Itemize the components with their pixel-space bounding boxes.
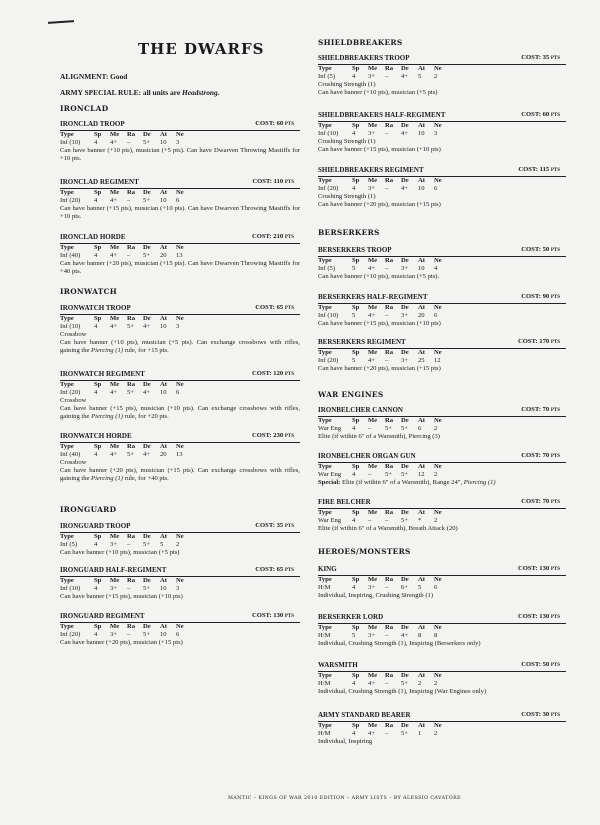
- unit-special: Crossbow: [60, 330, 87, 338]
- unit-header: [318, 338, 566, 349]
- army-special-rule: ARMY SPECIAL RULE: all units are Headstrong.: [60, 88, 220, 97]
- section-heading: IRONGUARD: [60, 505, 117, 514]
- alignment-line: ALIGNMENT: Good: [60, 72, 128, 81]
- unit-entry: [60, 432, 300, 484]
- stat-value-row: Inf (20) 4 3+ – 4+ 10 6: [318, 184, 438, 192]
- stat-value-row: Inf (20) 5 4+ – 3+ 25 12: [318, 356, 441, 364]
- unit-header: [318, 406, 566, 417]
- unit-header: [60, 233, 300, 244]
- unit-entry: [60, 233, 300, 276]
- scan-mark: [48, 20, 74, 24]
- unit-entry: [318, 613, 566, 648]
- unit-entry: [60, 566, 300, 601]
- unit-name: IRONGUARD REGIMENT: [60, 612, 145, 620]
- stat-header-row: Type Sp Me Ra De At Ne: [318, 64, 442, 72]
- section-heading: IRONCLAD: [60, 104, 109, 113]
- stat-header-row: Type Sp Me Ra De At Ne: [60, 380, 184, 388]
- stat-value-row: H/M 4 4+ – 5+ 2 2: [318, 679, 438, 687]
- unit-cost: COST: 60 PTS: [521, 111, 560, 118]
- unit-name: BERSERKER LORD: [318, 613, 384, 621]
- unit-header: [318, 111, 566, 122]
- unit-header: [318, 613, 566, 624]
- unit-entry: [318, 498, 566, 533]
- unit-cost: COST: 65 PTS: [255, 304, 294, 311]
- unit-cost: COST: 35 PTS: [255, 522, 294, 529]
- unit-cost: COST: 110 PTS: [252, 178, 294, 185]
- stat-header-row: Type Sp Me Ra De At Ne: [60, 532, 184, 540]
- unit-entry: [60, 612, 300, 647]
- unit-cost: COST: 60 PTS: [255, 120, 294, 127]
- unit-entry: [60, 304, 300, 356]
- unit-entry: [318, 452, 566, 487]
- stat-value-row: H/M 4 4+ – 5+ 1 2: [318, 729, 438, 737]
- unit-special: Can have banner (+10 pts), musician (+5 pts): [60, 548, 180, 556]
- unit-entry: [318, 246, 566, 281]
- section-heading: HEROES/MONSTERS: [318, 547, 411, 556]
- section-heading: SHIELDBREAKERS: [318, 38, 403, 47]
- page-footer: MANTIC – KINGS OF WAR 2010 EDITION – ARMY LISTS – BY ALESSIO CAVATORE: [228, 796, 462, 801]
- unit-name: IRONWATCH TROOP: [60, 304, 131, 312]
- unit-header: [318, 54, 566, 65]
- unit-cost: COST: 50 PTS: [521, 246, 560, 253]
- unit-entry: [60, 178, 300, 221]
- unit-name: ARMY STANDARD BEARER: [318, 711, 411, 719]
- unit-special: Can have banner (+15 pts), musician (+10 pts): [60, 592, 183, 600]
- unit-entry: [60, 522, 300, 557]
- stat-value-row: Inf (20) 4 4+ – 5+ 10 6: [60, 196, 180, 204]
- unit-special: Individual, Inspiring, Crushing Strength (1): [318, 591, 434, 599]
- unit-header: [60, 120, 300, 131]
- stat-header-row: Type Sp Me Ra De At Ne: [318, 623, 442, 631]
- unit-entry: [318, 338, 566, 373]
- unit-cost: COST: 70 PTS: [521, 406, 560, 413]
- stat-header-row: Type Sp Me Ra De At Ne: [318, 176, 442, 184]
- stat-value-row: Inf (20) 4 4+ 5+ 4+ 10 6: [60, 388, 180, 396]
- unit-entry: [318, 54, 566, 97]
- unit-cost: COST: 65 PTS: [255, 566, 294, 573]
- unit-name: KING: [318, 565, 337, 573]
- stat-value-row: H/M 5 3+ – 4+ 8 8: [318, 631, 438, 639]
- stat-header-row: Type Sp Me Ra De At Ne: [318, 348, 442, 356]
- stat-header-row: Type Sp Me Ra De At Ne: [60, 442, 184, 450]
- unit-name: IRONBELCHER CANNON: [318, 406, 403, 414]
- unit-special: Crushing Strength (1): [318, 137, 376, 145]
- stat-value-row: Inf (10) 4 4+ 5+ 4+ 10 3: [60, 322, 180, 330]
- unit-entry: [318, 565, 566, 600]
- unit-header: [318, 452, 566, 463]
- stat-header-row: Type Sp Me Ra De At Ne: [318, 671, 442, 679]
- stat-header-row: Type Sp Me Ra De At Ne: [318, 256, 442, 264]
- unit-note: Can have banner (+10 pts), musician (+5 pts). Can have Dwarven Throwing Mastiffs for +10 pts.: [60, 146, 300, 163]
- unit-entry: [60, 120, 300, 163]
- stat-value-row: Inf (5) 5 4+ – 3+ 10 4: [318, 264, 438, 272]
- stat-header-row: Type Sp Me Ra De At Ne: [318, 508, 442, 516]
- stat-value-row: Inf (20) 4 3+ – 5+ 10 6: [60, 630, 180, 638]
- unit-cost: COST: 170 PTS: [517, 338, 560, 345]
- stat-header-row: Type Sp Me Ra De At Ne: [60, 576, 184, 584]
- stat-header-row: Type Sp Me Ra De At Ne: [318, 721, 442, 729]
- unit-name: SHIELDBREAKERS TROOP: [318, 54, 410, 62]
- unit-cost: COST: 130 PTS: [251, 612, 294, 619]
- unit-cost: COST: 210 PTS: [251, 233, 294, 240]
- unit-header: [60, 178, 300, 189]
- unit-header: [318, 661, 566, 672]
- unit-special: Elite (if within 6" of a Warsmith), Piercing (3): [318, 432, 440, 440]
- stat-header-row: Type Sp Me Ra De At Ne: [60, 622, 184, 630]
- unit-note: Can have banner (+10 pts), musician (+5 pts). Can exchange crossbows with rifles, gaining the Piercing (1) rule, for +15 pts.: [60, 339, 300, 355]
- unit-cost: COST: 90 PTS: [521, 293, 560, 300]
- unit-cost: COST: 50 PTS: [521, 661, 560, 668]
- unit-special: Crushing Strength (1): [318, 192, 376, 200]
- stat-header-row: Type Sp Me Ra De At Ne: [318, 303, 442, 311]
- unit-entry: [60, 370, 300, 422]
- stat-value-row: War Eng 4 – 5+ 5+ 6 2: [318, 424, 438, 432]
- section-heading: WAR ENGINES: [318, 390, 384, 399]
- stat-header-row: Type Sp Me Ra De At Ne: [318, 575, 442, 583]
- unit-special: Elite (if within 6" of a Warsmith), Breath Attack (20): [318, 524, 458, 532]
- unit-special: Special: Elite (if within 6" of a Warsmith), Range 24", Piercing (1): [318, 478, 496, 486]
- page-title: THE DWARFS: [138, 40, 265, 58]
- unit-cost: COST: 115 PTS: [518, 166, 560, 173]
- unit-special: Can have banner (+15 pts), musician (+10 pts): [318, 319, 441, 327]
- unit-special: Individual, Crushing Strength (1), Inspiring (Berserkers only): [318, 639, 481, 647]
- stat-header-row: Type Sp Me Ra De At Ne: [60, 314, 184, 322]
- unit-header: [60, 370, 300, 381]
- unit-special: Individual, Crushing Strength (1), Inspiring (War Engines only): [318, 687, 487, 695]
- unit-header: [318, 498, 566, 509]
- unit-cost: COST: 120 PTS: [251, 370, 294, 377]
- unit-cost: COST: 230 PTS: [251, 432, 294, 439]
- unit-header: [318, 293, 566, 304]
- stat-value-row: Inf (5) 4 3+ – 5+ 5 2: [60, 540, 180, 548]
- unit-name: BERSERKERS REGIMENT: [318, 338, 406, 346]
- unit-name: IRONGUARD TROOP: [60, 522, 131, 530]
- unit-special: Individual, Inspiring: [318, 737, 373, 745]
- unit-entry: [318, 293, 566, 328]
- section-heading: IRONWATCH: [60, 287, 118, 296]
- unit-name: SHIELDBREAKERS HALF-REGIMENT: [318, 111, 446, 119]
- unit-header: [318, 711, 566, 722]
- unit-name: BERSERKERS HALF-REGIMENT: [318, 293, 428, 301]
- stat-header-row: Type Sp Me Ra De At Ne: [318, 462, 442, 470]
- unit-special: Can have banner (+10 pts), musician (+5 pts).: [318, 272, 440, 280]
- stat-value-row: Inf (40) 4 4+ – 5+ 20 13: [60, 251, 183, 259]
- unit-note: Can have banner (+15 pts), musician (+10 pts). Can exchange crossbows with rifles, gaining the Piercing (1) rule, for +20 pts.: [60, 405, 300, 421]
- unit-note: Can have banner (+15 pts), musician (+10 pts). Can have Dwarven Throwing Mastiffs for +10 pts.: [60, 204, 300, 221]
- unit-header: [318, 166, 566, 177]
- unit-special: Crossbow: [60, 458, 87, 466]
- unit-header: [60, 432, 300, 443]
- unit-cost: COST: 70 PTS: [521, 452, 560, 459]
- unit-entry: [318, 111, 566, 154]
- unit-name: WARSMITH: [318, 661, 358, 669]
- stat-value-row: Inf (40) 4 4+ 5+ 4+ 20 13: [60, 450, 183, 458]
- unit-header: [60, 612, 300, 623]
- stat-header-row: Type Sp Me Ra De At Ne: [318, 121, 442, 129]
- unit-note: Can have banner (+20 pts), musician (+15 pts): [318, 201, 441, 209]
- unit-name: IRONWATCH REGIMENT: [60, 370, 145, 378]
- stat-value-row: Inf (10) 4 3+ – 4+ 10 3: [318, 129, 438, 137]
- unit-entry: [318, 166, 566, 209]
- stat-header-row: Type Sp Me Ra De At Ne: [318, 416, 442, 424]
- unit-name: FIRE BELCHER: [318, 498, 371, 506]
- stat-value-row: Inf (10) 4 3+ – 5+ 10 3: [60, 584, 180, 592]
- unit-special: Crushing Strength (1): [318, 80, 376, 88]
- unit-header: [60, 566, 300, 577]
- unit-header: [318, 565, 566, 576]
- unit-entry: [318, 711, 566, 746]
- stat-value-row: Inf (5) 4 3+ – 4+ 5 2: [318, 72, 438, 80]
- unit-cost: COST: 70 PTS: [521, 498, 560, 505]
- stat-value-row: H/M 4 3+ – 6+ 5 6: [318, 583, 438, 591]
- unit-header: [318, 246, 566, 257]
- unit-note: Can have banner (+10 pts), musician (+5 pts): [318, 89, 438, 97]
- unit-header: [60, 304, 300, 315]
- unit-note: Can have banner (+20 pts), musician (+15 pts). Can exchange crossbows with rifles, gaining the Piercing (1) rule, for +40 pts.: [60, 467, 300, 483]
- stat-header-row: Type Sp Me Ra De At Ne: [60, 243, 184, 251]
- unit-name: IRONCLAD HORDE: [60, 233, 126, 241]
- stat-value-row: Inf (10) 4 4+ – 5+ 10 3: [60, 138, 180, 146]
- unit-cost: COST: 30 PTS: [521, 711, 560, 718]
- unit-special: Can have banner (+20 pts), musician (+15 pts): [318, 364, 441, 372]
- unit-header: [60, 522, 300, 533]
- stat-value-row: Inf (10) 5 4+ – 3+ 20 6: [318, 311, 438, 319]
- unit-name: IRONBELCHER ORGAN GUN: [318, 452, 416, 460]
- stat-value-row: War Eng 4 – 5+ 5+ 12 2: [318, 470, 438, 478]
- unit-note: Can have banner (+20 pts), musician (+15 pts). Can have Dwarven Throwing Mastiffs for +40 pts.: [60, 259, 300, 276]
- unit-cost: COST: 35 PTS: [521, 54, 560, 61]
- stat-header-row: Type Sp Me Ra De At Ne: [60, 188, 184, 196]
- unit-name: IRONCLAD REGIMENT: [60, 178, 139, 186]
- unit-entry: [318, 406, 566, 441]
- stat-header-row: Type Sp Me Ra De At Ne: [60, 130, 184, 138]
- unit-cost: COST: 130 PTS: [517, 613, 560, 620]
- stat-value-row: War Eng 4 – – 5+ * 2: [318, 516, 438, 524]
- unit-special: Crossbow: [60, 396, 87, 404]
- unit-name: SHIELDBREAKERS REGIMENT: [318, 166, 424, 174]
- unit-note: Can have banner (+15 pts), musician (+10 pts): [318, 146, 441, 154]
- unit-name: BERSERKERS TROOP: [318, 246, 392, 254]
- unit-name: IRONWATCH HORDE: [60, 432, 132, 440]
- section-heading: BERSERKERS: [318, 228, 380, 237]
- unit-name: IRONGUARD HALF-REGIMENT: [60, 566, 167, 574]
- unit-cost: COST: 130 PTS: [517, 565, 560, 572]
- unit-special: Can have banner (+20 pts), musician (+15 pts): [60, 638, 183, 646]
- unit-name: IRONCLAD TROOP: [60, 120, 125, 128]
- unit-entry: [318, 661, 566, 696]
